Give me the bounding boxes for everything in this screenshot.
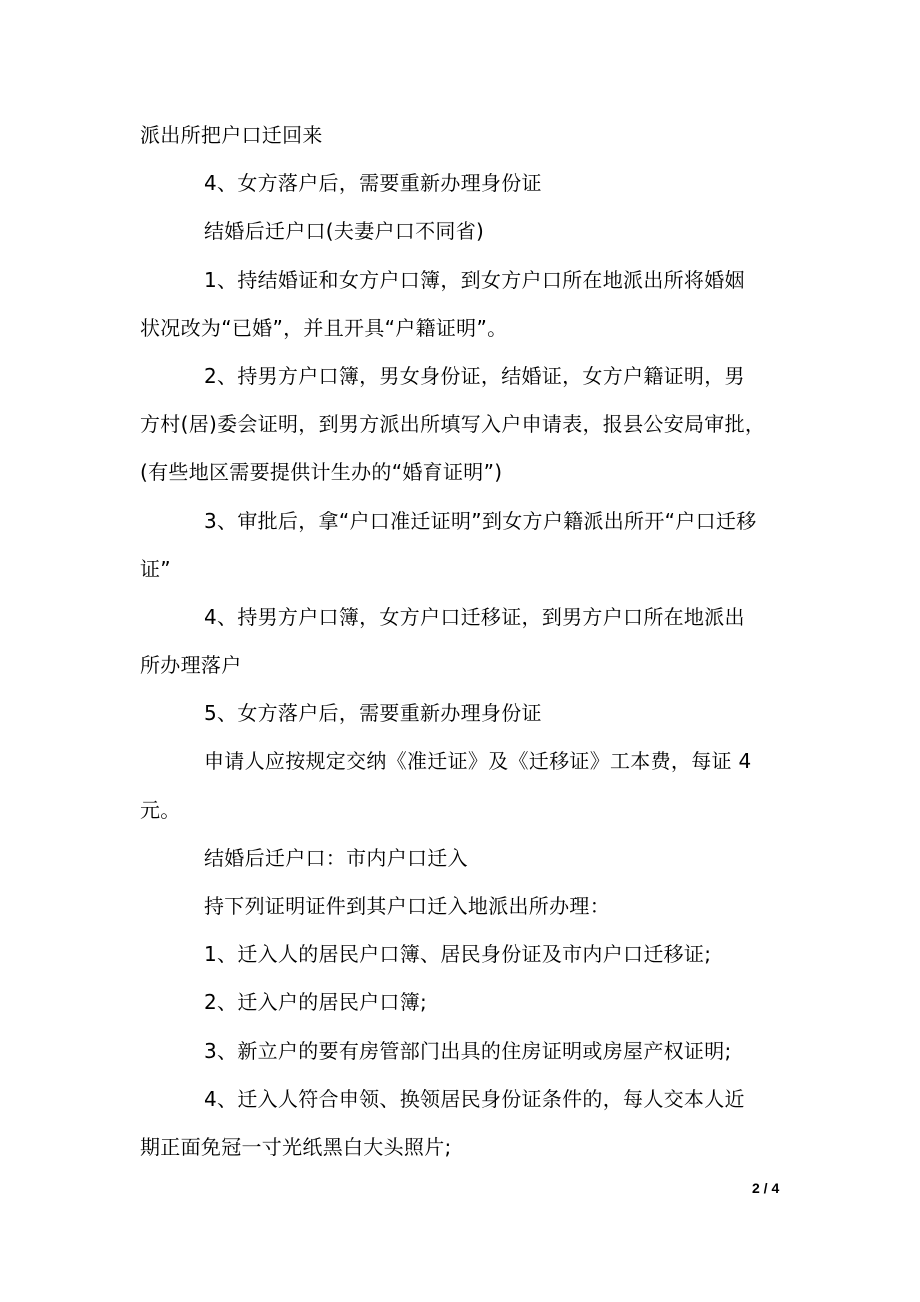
list-item: 1、迁入人的居民户口簿、居民身份证及市内户口迁移证;: [204, 942, 712, 967]
text-line: 3、审批后，拿“户口准迁证明”到女方户籍派出所开“户口迁移: [204, 508, 757, 533]
text-line: 所办理落户: [140, 653, 242, 678]
text-line: 5、女方落户后，需要重新办理身份证: [204, 701, 542, 726]
text-line: 证”: [140, 556, 171, 581]
section-heading: 结婚后迁户口：市内户口迁入: [204, 845, 468, 870]
text-line: 1、持结婚证和女方户口簿，到女方户口所在地派出所将婚姻: [204, 267, 745, 292]
text-line: 元。: [140, 797, 181, 822]
text-line: 方村(居)委会证明，到男方派出所填写入户申请表，报县公安局审批，: [140, 412, 766, 437]
text-line: 4、女方落户后，需要重新办理身份证: [204, 171, 542, 196]
text-line: 期正面免冠一寸光纸黑白大头照片;: [140, 1134, 452, 1159]
text-line: 2、持男方户口簿，男女身份证，结婚证，女方户籍证明，男: [204, 363, 745, 388]
text-line: 派出所把户口迁回来: [140, 123, 323, 147]
section-heading: 结婚后迁户口(夫妻户口不同省): [204, 219, 485, 244]
text-line: 持下列证明证件到其户口迁入地派出所办理：: [204, 894, 610, 918]
page-number: 2 / 4: [752, 1180, 780, 1196]
text-line: 4、持男方户口簿，女方户口迁移证，到男方户口所在地派出: [204, 604, 745, 629]
list-item: 2、迁入户的居民户口簿;: [204, 990, 428, 1015]
list-item: 4、迁入人符合申领、换领居民身份证条件的，每人交本人近: [204, 1086, 745, 1111]
text-line: (有些地区需要提供计生办的“婚育证明”): [140, 460, 503, 485]
list-item: 3、新立户的要有房管部门出具的住房证明或房屋产权证明;: [204, 1038, 732, 1063]
text-line: 申请人应按规定交纳《准迁证》及《迁移证》工本费，每证 4: [204, 749, 752, 774]
document-body: [140, 118, 790, 1178]
text-line: 状况改为“已婚”，并且开具“户籍证明”。: [140, 315, 508, 340]
